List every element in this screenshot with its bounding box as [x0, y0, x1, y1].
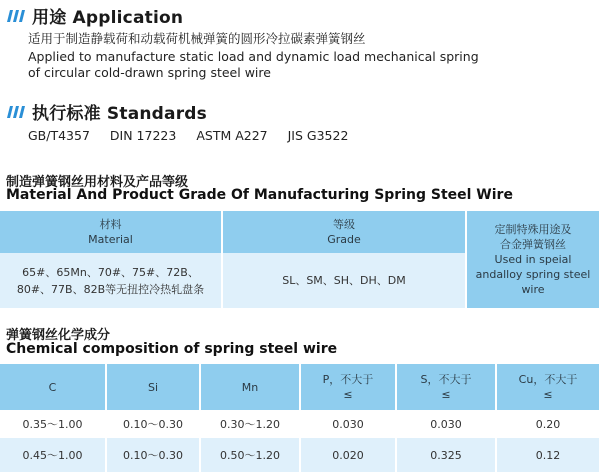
application-text-en-1: Applied to manufacture static load and dynamic load mechanical spring — [28, 49, 479, 64]
application-title: 用途 Application — [32, 8, 184, 28]
chemical-composition-table — [0, 364, 600, 472]
table-header-row — [0, 364, 600, 410]
header-cu: Cu，不大于 ≤ — [496, 364, 600, 410]
header-p: P，不大于 ≤ — [300, 364, 396, 410]
chemical-title-cn: 弹簧钢丝化学成分 — [6, 328, 111, 343]
material-title-en: Material And Product Grade Of Manufacturing Spring Steel Wire — [6, 187, 513, 203]
cell: 0.30～1.20 — [200, 410, 300, 438]
material-title-cn: 制造弹簧钢丝用材料及产品等级 — [6, 175, 189, 190]
header-material: 材料 Material — [0, 211, 222, 253]
cell: 0.030 — [396, 410, 496, 438]
cell: 0.325 — [396, 438, 496, 472]
header-si: Si — [106, 364, 200, 410]
cell: 0.10～0.30 — [106, 438, 200, 472]
chemical-title-en: Chemical composition of spring steel wire — [6, 341, 338, 357]
standard-item: ASTM A227 — [196, 128, 268, 143]
standards-list — [28, 128, 368, 143]
cell: 0.10～0.30 — [106, 410, 200, 438]
special-purpose-cell: 定制特殊用途及 合金弹簧钢丝 Used in speial andalloy spring steel wire — [466, 211, 600, 308]
standard-item: DIN 17223 — [109, 128, 177, 143]
materials-cell: 65#、65Mn、70#、75#、72B、 80#、77B、82B等无扭控冷热轧盘条 — [0, 253, 222, 308]
material-grade-table — [0, 211, 600, 308]
cell: 0.45～1.00 — [0, 438, 106, 472]
table-row — [0, 410, 600, 438]
standards-heading — [6, 99, 207, 124]
cell: 0.20 — [496, 410, 600, 438]
cell: 0.50～1.20 — [200, 438, 300, 472]
standards-title: 执行标准 Standards — [32, 104, 207, 124]
header-mn: Mn — [200, 364, 300, 410]
application-text-cn: 适用于制造静载荷和动载荷机械弹簧的圆形冷拉碳素弹簧钢丝 — [28, 31, 366, 46]
standard-item: GB/T4357 — [28, 128, 90, 143]
header-grade: 等级 Grade — [222, 211, 466, 253]
slash-bullet-icon — [6, 9, 26, 23]
cell: 0.020 — [300, 438, 396, 472]
cell: 0.030 — [300, 410, 396, 438]
cell: 0.12 — [496, 438, 600, 472]
slash-bullet-icon — [6, 105, 26, 119]
application-text-en-2: of circular cold-drawn spring steel wire — [28, 65, 271, 80]
standard-item: JIS G3522 — [287, 128, 349, 143]
table-header-row — [0, 211, 600, 253]
header-s: S，不大于 ≤ — [396, 364, 496, 410]
table-row — [0, 438, 600, 472]
cell: 0.35～1.00 — [0, 410, 106, 438]
application-heading — [6, 3, 183, 28]
grades-cell: SL、SM、SH、DH、DM — [222, 253, 466, 308]
header-c: C — [0, 364, 106, 410]
